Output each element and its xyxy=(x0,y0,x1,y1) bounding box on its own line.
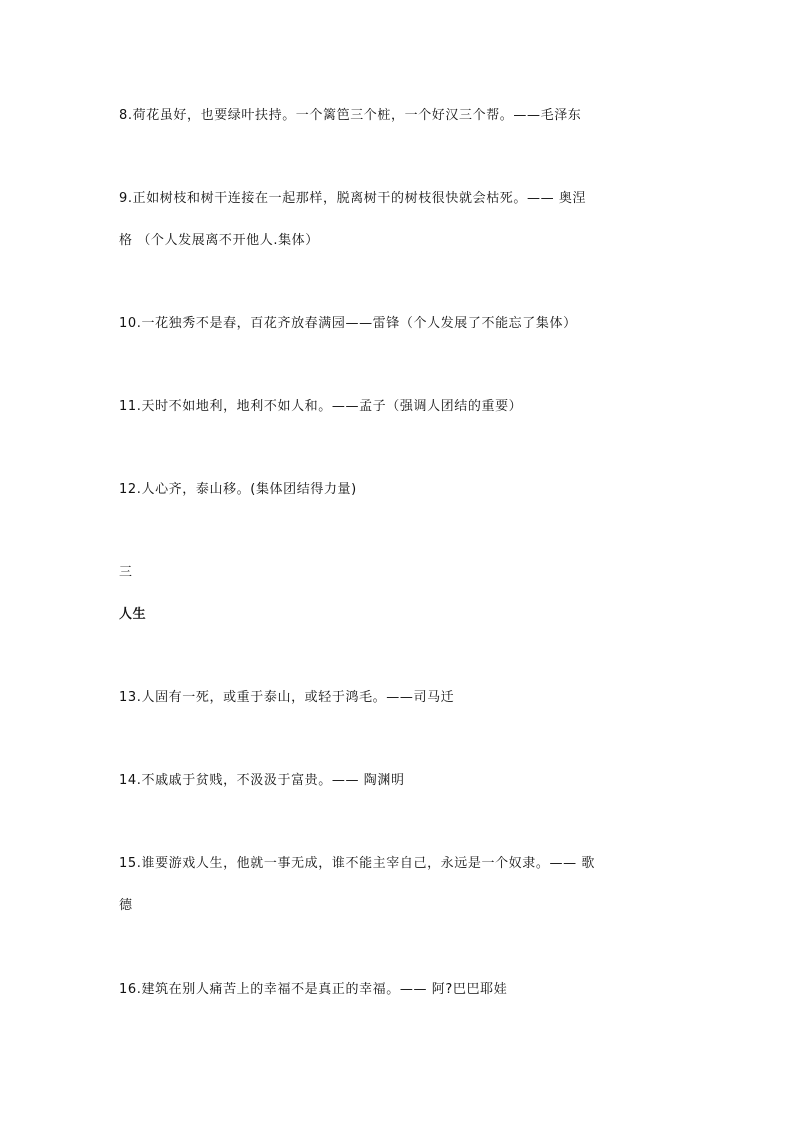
section-title: 人生 xyxy=(119,607,147,622)
quote-13: 13.人固有一死，或重于泰山，或轻于鸿毛。——司马迁 xyxy=(119,690,455,705)
quote-9-line-2: 格 （个人发展离不开他人.集体） xyxy=(119,233,319,248)
quote-12: 12.人心齐，泰山移。(集体团结得力量) xyxy=(119,482,357,497)
quote-14: 14.不戚戚于贫贱，不汲汲于富贵。—— 陶渊明 xyxy=(119,773,405,788)
section-number: 三 xyxy=(119,565,133,580)
quote-15-line-1: 15.谁要游戏人生，他就一事无成，谁不能主宰自己，永远是一个奴隶。—— 歌 xyxy=(119,856,596,871)
quote-15-line-2: 德 xyxy=(119,898,133,913)
quote-11: 11.天时不如地利，地利不如人和。——孟子（强调人团结的重要） xyxy=(119,399,523,414)
quote-9-line-1: 9.正如树枝和树干连接在一起那样，脱离树干的树枝很快就会枯死。—— 奥涅 xyxy=(119,191,587,206)
quote-16: 16.建筑在别人痛苦上的幸福不是真正的幸福。—— 阿?巴巴耶娃 xyxy=(119,982,508,997)
quote-8: 8.荷花虽好，也要绿叶扶持。一个篱笆三个桩，一个好汉三个帮。——毛泽东 xyxy=(119,108,582,123)
quote-10: 10.一花独秀不是春，百花齐放春满园——雷锋（个人发展了不能忘了集体） xyxy=(119,316,577,331)
